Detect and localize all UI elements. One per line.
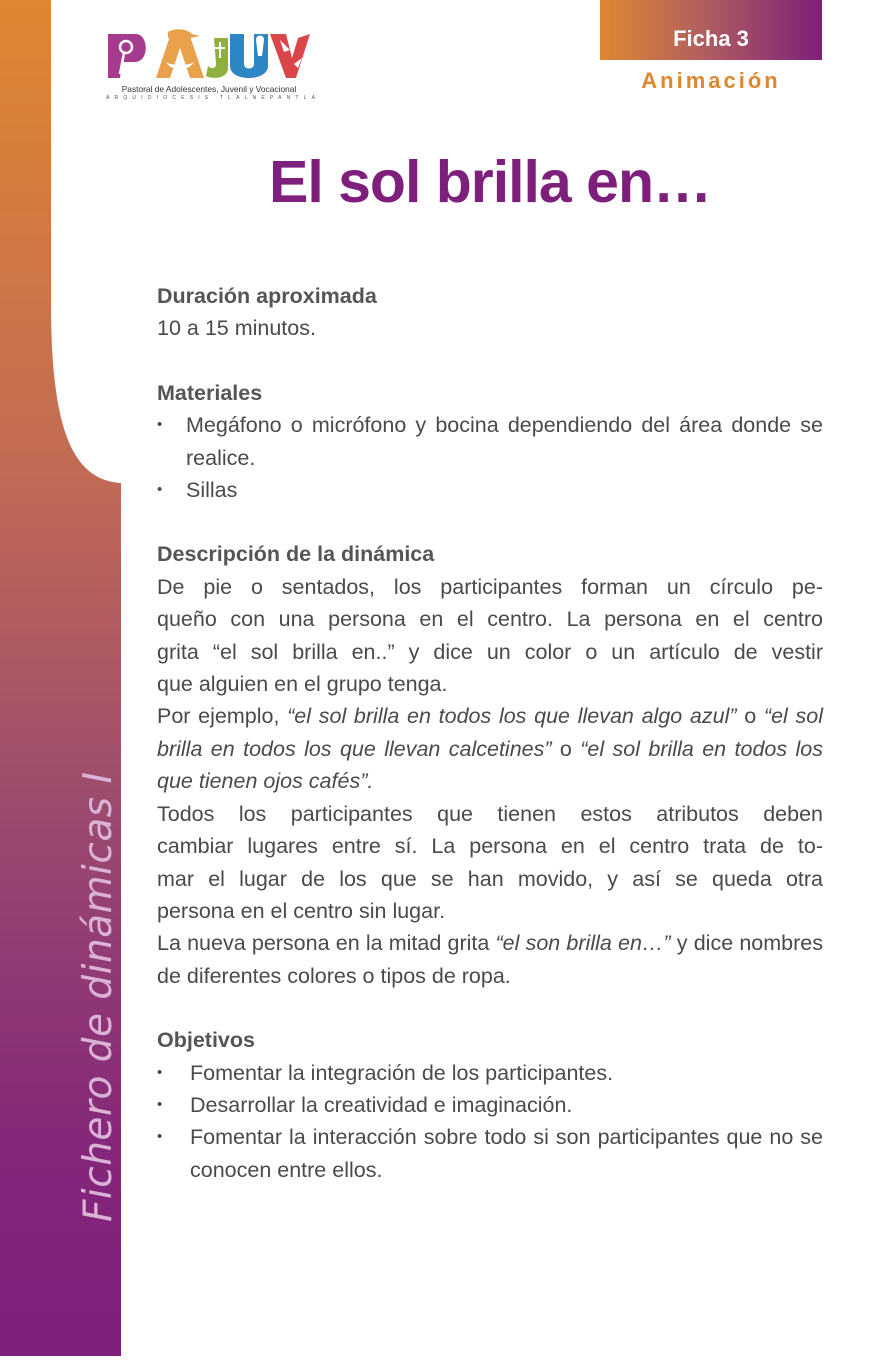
- section-description: [157, 538, 823, 992]
- list-item: [157, 474, 823, 506]
- logo-diocese: ARQUIDIOCESIS TLALNEPANTLA: [106, 95, 321, 101]
- section-heading: Duración aproximada: [157, 284, 377, 308]
- text-line: queño con una persona en el centro. La persona en el centro: [157, 607, 823, 632]
- text-run: La nueva persona en la mitad grita: [157, 931, 496, 956]
- ficha-badge: [600, 0, 822, 60]
- pajuv-wordmark-icon: [106, 28, 312, 82]
- text-run: Por ejemplo,: [157, 704, 288, 729]
- page-title: El sol brilla en…: [268, 149, 711, 215]
- text-run: y dice nombres de diferentes colores o tipos de ropa.: [157, 931, 823, 988]
- section-heading: Materiales: [157, 380, 263, 405]
- example-quote: “el son brilla en…”: [495, 931, 671, 956]
- example-quote: “el sol brilla en todos los que llevan algo azul”: [287, 704, 737, 729]
- text-run: o: [736, 704, 757, 729]
- example-quote: “el sol brilla en todos los que tienen ojos cafés”.: [157, 736, 823, 794]
- example-paragraph: [157, 700, 823, 797]
- sidebar-collection-title: Fichero de dinámicas I: [76, 771, 121, 1222]
- duration-text: 10 a 15 minutos.: [157, 316, 316, 341]
- content-body: [157, 280, 823, 1218]
- bullet-icon: •: [157, 1095, 163, 1113]
- section-heading: Objetivos: [157, 1028, 255, 1053]
- section-objectives: [157, 1024, 823, 1186]
- example-quote: “el sol brilla en todos los que llevan calcetines”: [157, 704, 824, 761]
- list-item-text: Fomentar la interacción sobre todo si son participantes que no se conocen entre ellos.: [190, 1125, 823, 1182]
- text-run: o: [551, 736, 581, 761]
- section-materials: [157, 377, 823, 507]
- materials-list: [157, 409, 823, 506]
- category-label: Animación: [641, 68, 781, 93]
- text-line: cambiar lugares entre sí. La persona en el centro trata de to-: [157, 834, 823, 859]
- objectives-list: [157, 1057, 823, 1187]
- logo-subtitle: Pastoral de Adolescentes, Juvenil y Vocacional: [121, 84, 297, 94]
- section-duration: [157, 280, 823, 345]
- text-line: De pie o sentados, los participantes forman un círculo pe-: [157, 574, 823, 599]
- sidebar-gradient-band: [0, 0, 122, 1356]
- bullet-icon: •: [157, 416, 163, 434]
- list-item: [157, 1121, 823, 1186]
- list-item-text: Sillas: [186, 478, 238, 503]
- list-item: [157, 409, 823, 474]
- text-line: grita “el sol brilla en..” y dice un color o un artículo de vestir: [157, 639, 823, 664]
- text-line: persona en el centro sin lugar.: [157, 898, 446, 923]
- list-item-text: Megáfono o micrófono y bocina dependiendo del área donde se realice.: [186, 413, 823, 470]
- bullet-icon: •: [157, 1063, 163, 1081]
- list-item-text: Fomentar la integración de los participantes.: [190, 1060, 614, 1085]
- list-item-text: Desarrollar la creatividad e imaginación.: [190, 1092, 573, 1117]
- rules-paragraph: [157, 798, 823, 928]
- ficha-number: Ficha 3: [673, 26, 749, 51]
- text-line: Todos los participantes que tienen estos atributos deben: [157, 801, 823, 826]
- continuation-paragraph: [157, 927, 823, 992]
- text-line: mar el lugar de los que se han movido, y así se queda otra: [157, 866, 823, 891]
- bullet-icon: •: [157, 1128, 163, 1146]
- bullet-icon: •: [157, 481, 163, 499]
- list-item: [157, 1089, 823, 1121]
- pajuv-logo: [106, 28, 321, 104]
- list-item: [157, 1057, 823, 1089]
- section-heading: Descripción de la dinámica: [157, 542, 435, 567]
- text-line: que alguien en el grupo tenga.: [157, 672, 448, 697]
- description-paragraph: [157, 571, 823, 701]
